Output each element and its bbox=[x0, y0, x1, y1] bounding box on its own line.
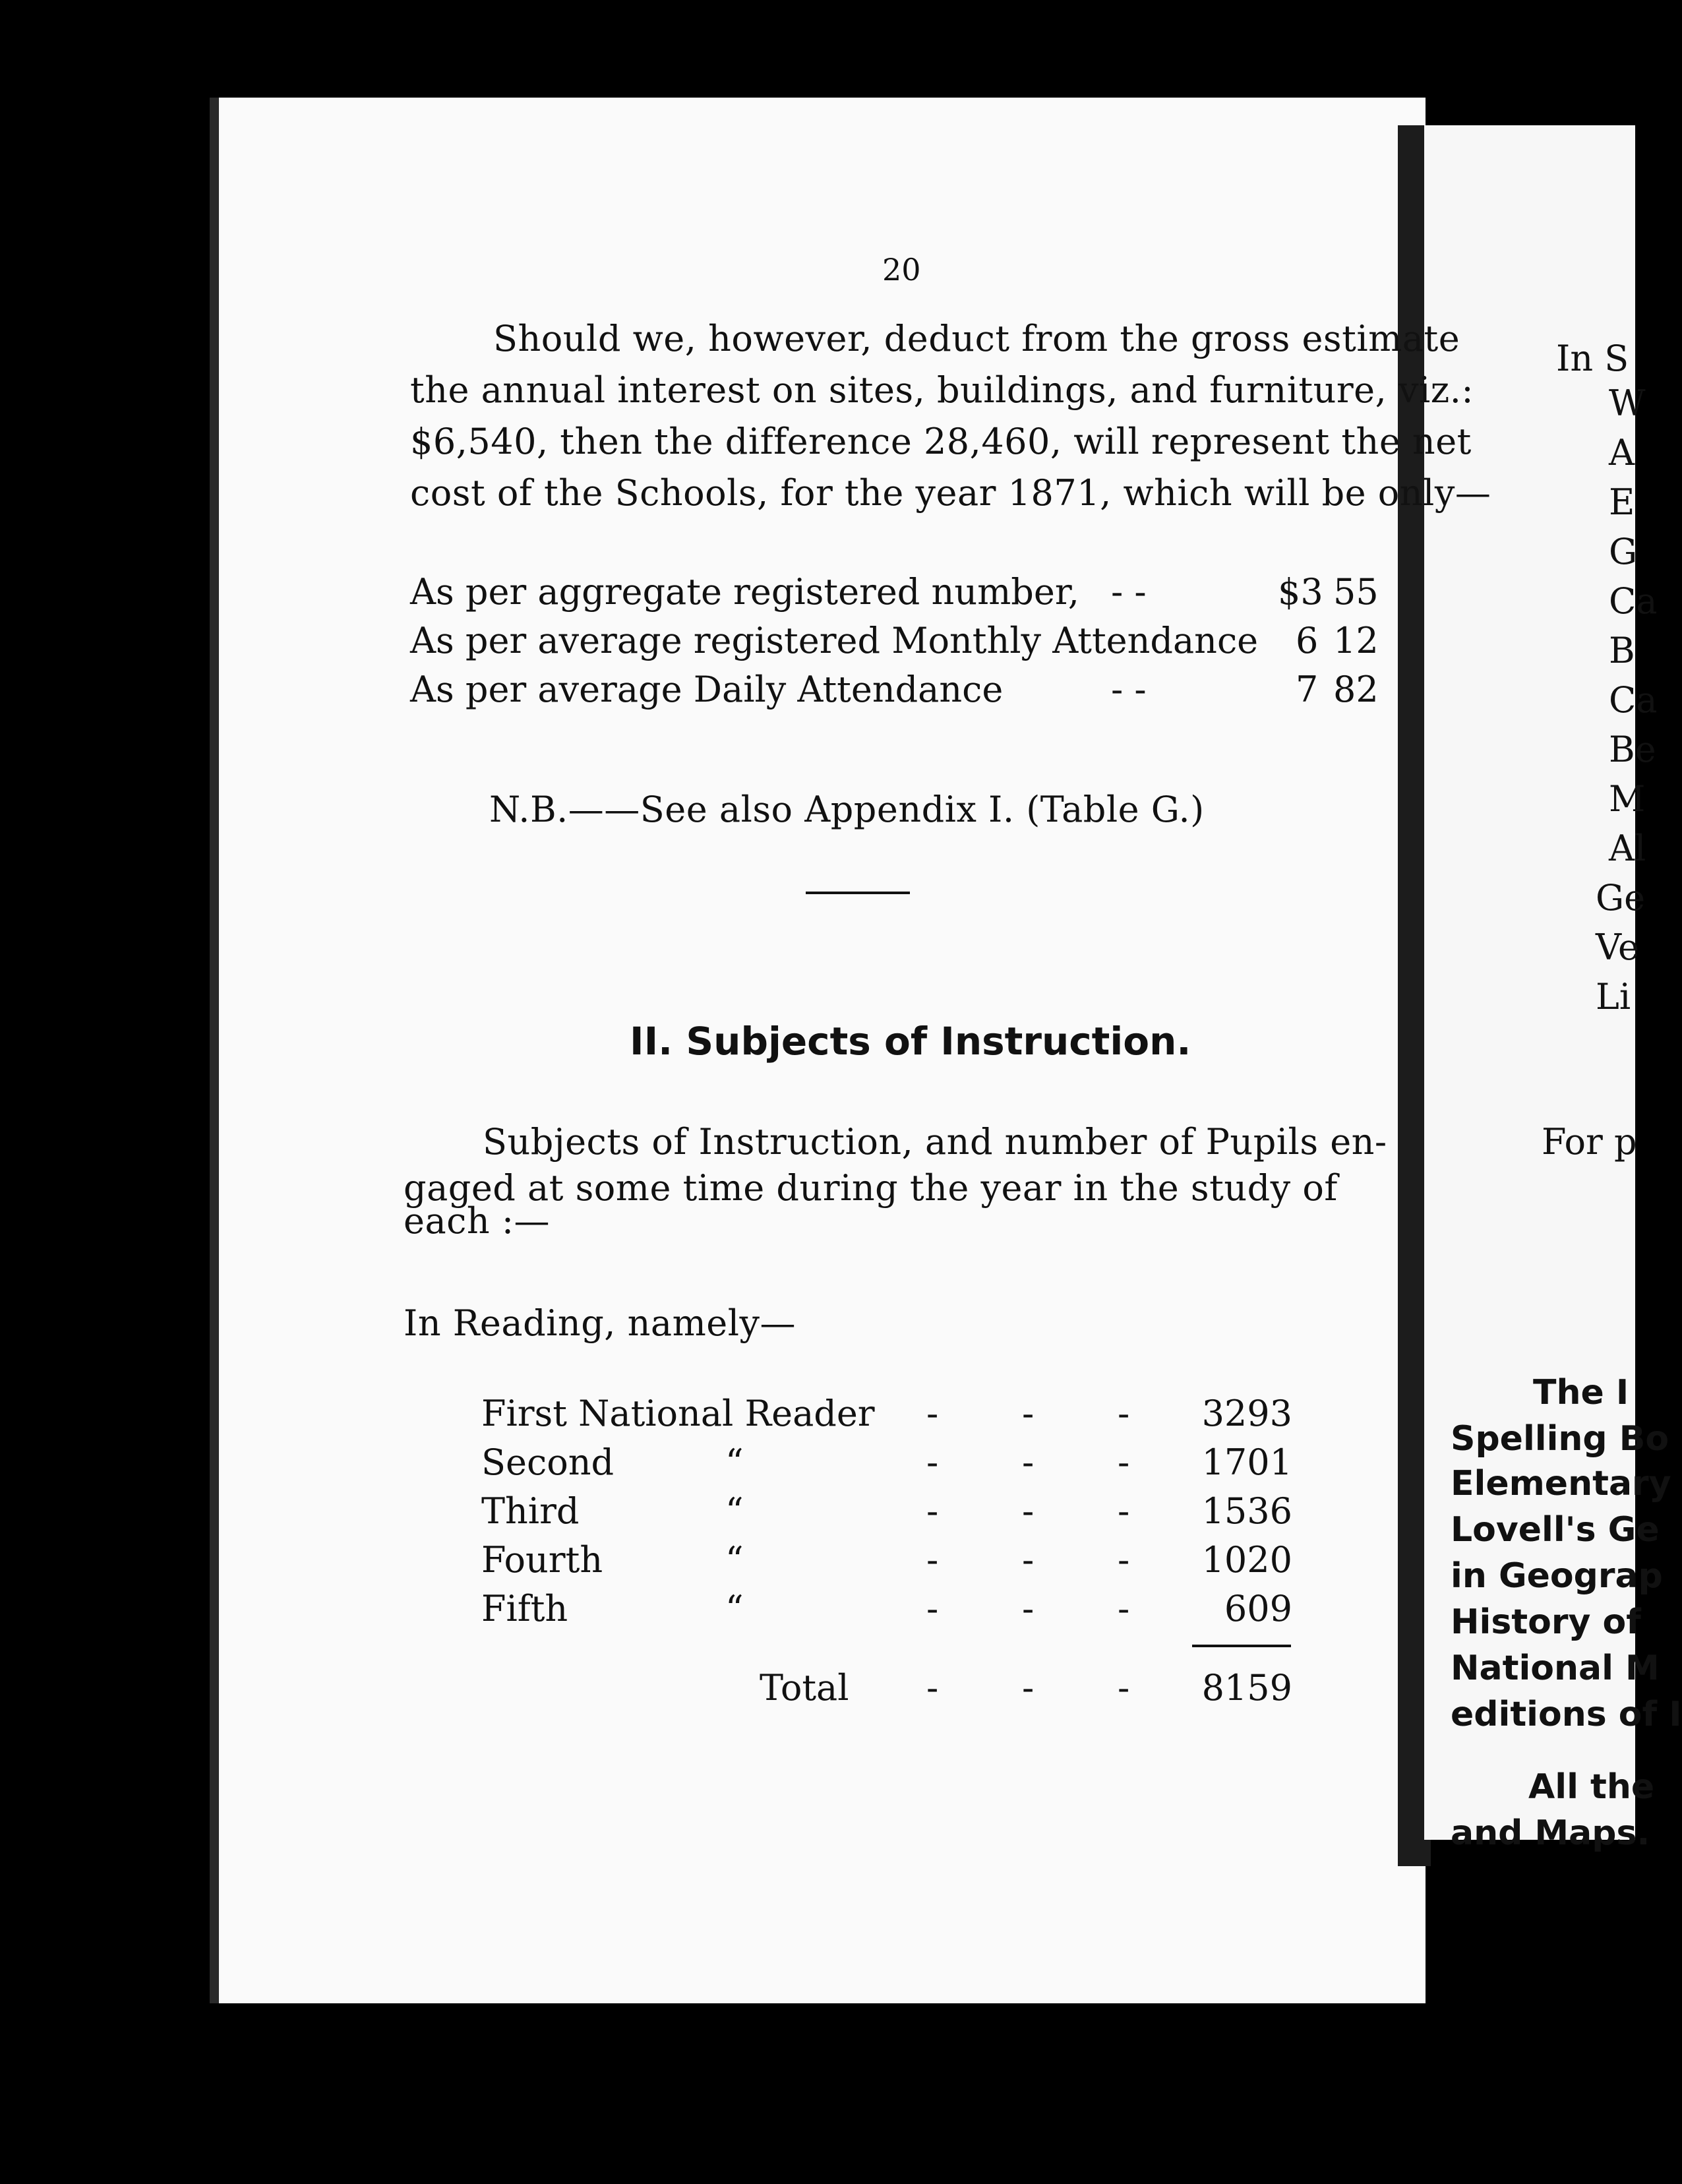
intro-line-4: cost of the Schools, for the year 1871, which will be only— bbox=[410, 472, 1491, 514]
reader-count: 3293 bbox=[1201, 1393, 1292, 1434]
leader-dash: - bbox=[1022, 1393, 1035, 1434]
leader-dash: - bbox=[926, 1667, 939, 1709]
total-value: 8159 bbox=[1201, 1667, 1292, 1709]
subjects-intro-line-1: Subjects of Instruction, and number of Pupils en- bbox=[483, 1121, 1387, 1163]
leader-dash: - bbox=[1118, 1667, 1130, 1709]
leader-dash: - bbox=[1022, 1588, 1035, 1629]
leader-dash: - bbox=[1022, 1667, 1035, 1709]
right-line: M bbox=[1609, 778, 1646, 820]
right-bottom-line: Elementary bbox=[1451, 1464, 1671, 1503]
reader-name: Third bbox=[481, 1490, 580, 1532]
right-bottom-line: The I bbox=[1533, 1373, 1629, 1412]
right-for-line: For p bbox=[1542, 1121, 1637, 1163]
right-bottom-line: editions of I bbox=[1451, 1695, 1682, 1734]
leader-dash: - bbox=[926, 1539, 939, 1581]
cost-row-2-dollars: 6 bbox=[1296, 620, 1319, 661]
leader-dash: - bbox=[1022, 1441, 1035, 1483]
right-all-line: All the bbox=[1528, 1767, 1655, 1807]
cost-row-3-dollars: 7 bbox=[1296, 669, 1319, 710]
leader-dash: - bbox=[1022, 1539, 1035, 1581]
ditto-mark: “ bbox=[725, 1441, 744, 1483]
section-divider bbox=[806, 892, 910, 894]
leader-dash: - bbox=[1022, 1490, 1035, 1532]
cost-row-2-cents: 12 bbox=[1333, 620, 1379, 661]
right-line: A bbox=[1609, 432, 1635, 473]
total-label: Total bbox=[760, 1667, 849, 1709]
ditto-mark: “ bbox=[725, 1490, 744, 1532]
reader-count: 1536 bbox=[1201, 1490, 1292, 1532]
leader-dash: - bbox=[926, 1393, 939, 1434]
right-line: G bbox=[1609, 531, 1638, 572]
right-line: Ve bbox=[1596, 926, 1639, 968]
reader-name: Second bbox=[481, 1441, 615, 1483]
right-bottom-line: Spelling Bo bbox=[1451, 1419, 1669, 1459]
cost-row-2-label: As per average registered Monthly Attendance bbox=[410, 620, 1259, 661]
right-line: Ca bbox=[1609, 580, 1658, 622]
reader-count: 1020 bbox=[1201, 1539, 1292, 1581]
right-line: Ca bbox=[1609, 679, 1658, 721]
total-rule bbox=[1192, 1645, 1291, 1647]
leader-dash: - bbox=[1118, 1490, 1130, 1532]
right-line: In S bbox=[1556, 338, 1629, 379]
reading-heading: In Reading, namely— bbox=[404, 1302, 796, 1344]
reader-count: 609 bbox=[1224, 1588, 1292, 1629]
leader-dash: - bbox=[1118, 1588, 1130, 1629]
reader-name: Fourth bbox=[481, 1539, 603, 1581]
leader-dash: - bbox=[1118, 1539, 1130, 1581]
leader-dash: - bbox=[1118, 1393, 1130, 1434]
ditto-mark: “ bbox=[725, 1588, 744, 1629]
intro-line-1: Should we, however, deduct from the gross estimate bbox=[493, 318, 1460, 359]
right-bottom-line: in Geograp bbox=[1451, 1556, 1663, 1596]
leader-dash: - bbox=[1118, 1441, 1130, 1483]
reader-count: 1701 bbox=[1201, 1441, 1292, 1483]
cost-row-1-label: As per aggregate registered number, bbox=[410, 571, 1079, 613]
cost-row-3-label: As per average Daily Attendance bbox=[410, 669, 1004, 710]
right-line: E bbox=[1609, 481, 1635, 523]
right-bottom-line: Lovell's Ge bbox=[1451, 1510, 1660, 1550]
reader-name: Fifth bbox=[481, 1588, 568, 1629]
reader-name: First National Reader bbox=[481, 1393, 875, 1434]
cost-row-1-dollars: $3 bbox=[1278, 571, 1323, 613]
section-heading: II. Subjects of Instruction. bbox=[630, 1019, 1191, 1064]
ditto-mark: “ bbox=[725, 1539, 744, 1581]
right-line: Be bbox=[1609, 729, 1656, 770]
intro-line-2: the annual interest on sites, buildings, and furniture, viz.: bbox=[410, 369, 1474, 411]
subjects-intro-line-2: gaged at some time during the year in the study of bbox=[404, 1167, 1338, 1209]
right-line: Al bbox=[1609, 828, 1646, 869]
leader-dash: - bbox=[926, 1490, 939, 1532]
cost-row-1-leaders: - - bbox=[1111, 571, 1147, 613]
leader-dash: - bbox=[926, 1441, 939, 1483]
right-line: Li bbox=[1596, 976, 1631, 1017]
right-maps-line: and Maps. bbox=[1451, 1813, 1650, 1853]
cost-row-1-cents: 55 bbox=[1333, 571, 1379, 613]
right-bottom-line: National M bbox=[1451, 1649, 1660, 1688]
intro-line-3: $6,540, then the difference 28,460, will represent the net bbox=[410, 421, 1472, 462]
right-bottom-line: History of bbox=[1451, 1602, 1641, 1642]
appendix-note: N.B.——See also Appendix I. (Table G.) bbox=[489, 789, 1205, 830]
page-number: 20 bbox=[882, 252, 921, 288]
right-line: B bbox=[1609, 630, 1635, 671]
cost-row-3-leaders: - - bbox=[1111, 669, 1147, 710]
right-line: W bbox=[1609, 382, 1646, 424]
cost-row-3-cents: 82 bbox=[1333, 669, 1379, 710]
subjects-intro-line-3: each :— bbox=[404, 1200, 551, 1242]
leader-dash: - bbox=[926, 1588, 939, 1629]
right-line: Ge bbox=[1596, 877, 1646, 919]
